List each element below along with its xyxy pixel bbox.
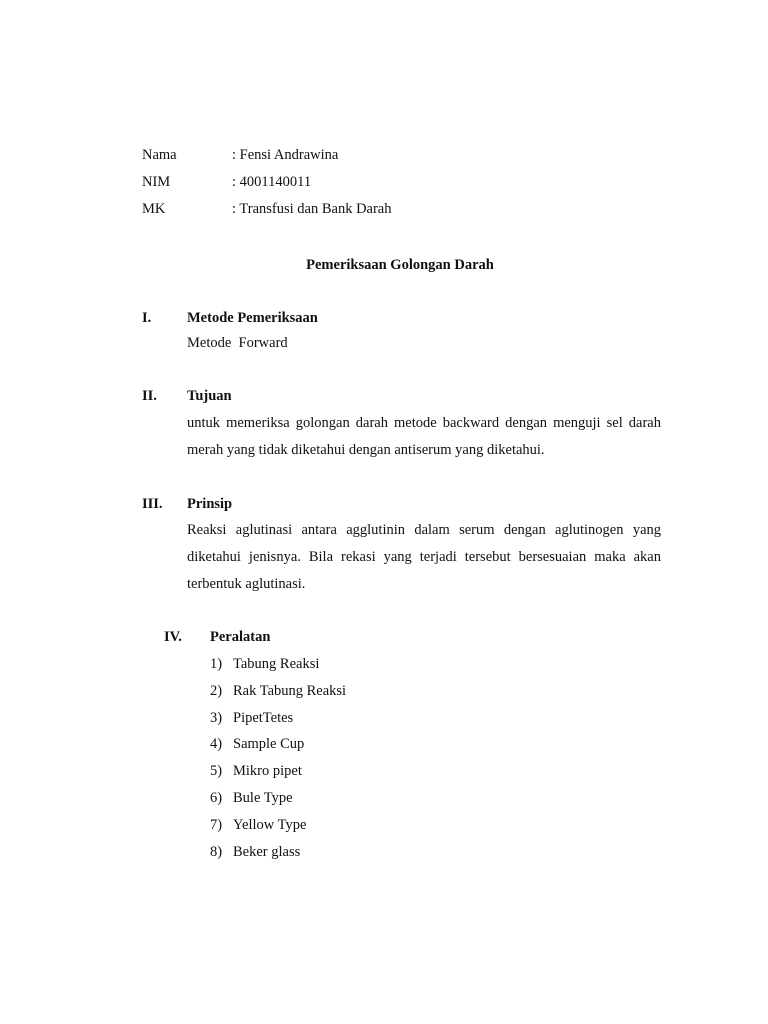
nama-value: : Fensi Andrawina	[232, 147, 339, 163]
list-item: Tabung Reaksi	[233, 656, 320, 672]
section-4-heading: Peralatan	[210, 629, 271, 645]
list-item-number: 1)	[210, 656, 223, 672]
section-2-heading: Tujuan	[187, 388, 232, 404]
list-item: Yellow Type	[233, 817, 307, 833]
section-2-body-line-2: merah yang tidak diketahui dengan antiserum yang diketahui.	[187, 442, 545, 458]
section-1-heading: Metode Pemeriksaan	[187, 310, 318, 326]
list-item: Rak Tabung Reaksi	[233, 683, 347, 699]
list-item: Bule Type	[233, 790, 293, 806]
section-2-body-line-1: untuk memeriksa golongan darah metode backward dengan menguji sel darah	[187, 415, 661, 431]
list-item-number: 5)	[210, 763, 223, 779]
section-4-number: IV.	[164, 629, 182, 645]
section-1-body: Metode Forward	[187, 335, 288, 351]
list-item: PipetTetes	[233, 710, 294, 726]
nim-label: NIM	[142, 174, 171, 190]
mk-label: MK	[142, 201, 166, 217]
list-item-number: 3)	[210, 710, 223, 726]
list-item-number: 2)	[210, 683, 223, 699]
list-item: Sample Cup	[233, 736, 305, 752]
list-item: Beker glass	[233, 844, 301, 860]
section-2-number: II.	[142, 388, 157, 404]
list-item: Mikro pipet	[233, 763, 302, 779]
section-3-heading: Prinsip	[187, 496, 233, 512]
list-item-number: 8)	[210, 844, 223, 860]
section-3-body-line-1: Reaksi aglutinasi antara agglutinin dalam serum dengan aglutinogen yang	[187, 522, 661, 538]
section-3-number: III.	[142, 496, 163, 512]
list-item-number: 6)	[210, 790, 223, 806]
nama-label: Nama	[142, 147, 177, 163]
section-3-body-line-2: diketahui jenisnya. Bila rekasi yang terjadi tersebut bersesuaian maka akan	[187, 549, 661, 565]
list-item-number: 4)	[210, 736, 223, 752]
document-title: Pemeriksaan Golongan Darah	[306, 257, 494, 273]
section-3-body-line-3: terbentuk aglutinasi.	[187, 576, 306, 592]
nim-value: : 4001140011	[232, 174, 312, 190]
list-item-number: 7)	[210, 817, 223, 833]
section-1-number: I.	[142, 310, 152, 326]
mk-value: : Transfusi dan Bank Darah	[232, 201, 392, 217]
